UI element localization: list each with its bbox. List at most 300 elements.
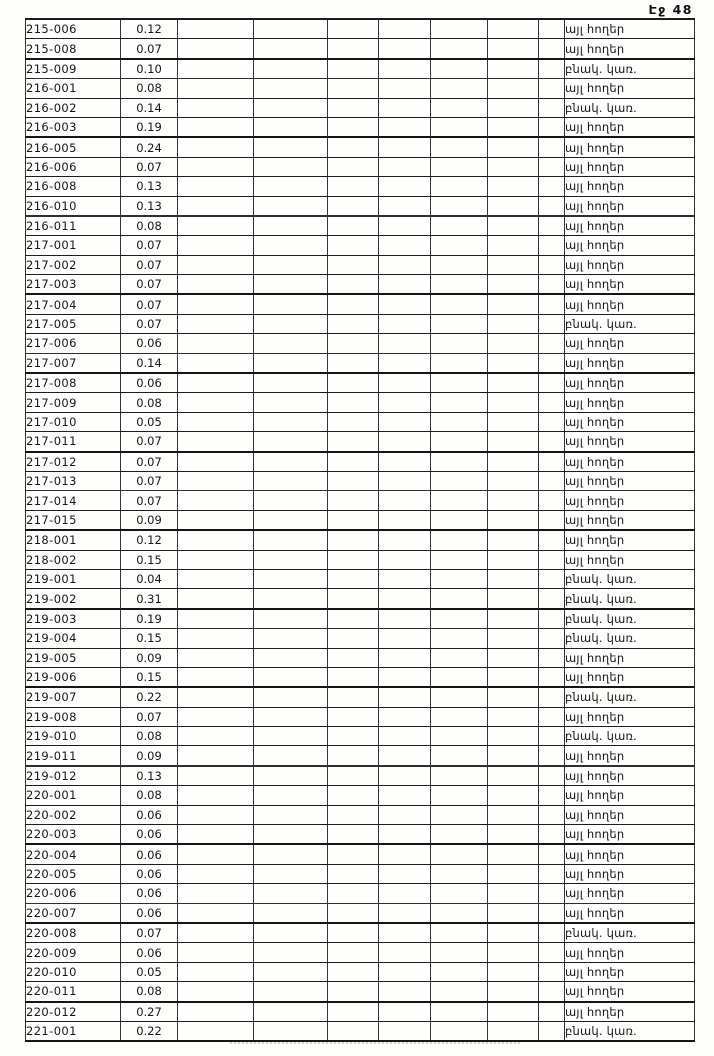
- land-type-cell: այլ հողեր: [565, 825, 695, 845]
- land-type-cell: այլ հողեր: [565, 334, 695, 353]
- parcel-code-cell: 217-010: [26, 412, 121, 431]
- land-type-cell: այլ հողեր: [565, 255, 695, 274]
- land-type-cell: այլ հողեր: [565, 216, 695, 236]
- empty-cell: [178, 943, 254, 962]
- empty-cell: [328, 353, 379, 373]
- empty-cell: [254, 1002, 328, 1022]
- empty-cell: [328, 943, 379, 962]
- land-type-cell: այլ հողեր: [565, 766, 695, 786]
- land-type-cell: այլ հողեր: [565, 903, 695, 923]
- empty-cell: [539, 589, 565, 609]
- empty-cell: [488, 609, 539, 629]
- empty-cell: [178, 432, 254, 452]
- empty-cell: [431, 727, 488, 746]
- empty-cell: [328, 707, 379, 726]
- empty-cell: [539, 59, 565, 79]
- empty-cell: [488, 471, 539, 490]
- area-value-cell: 0.07: [121, 294, 178, 314]
- land-type-cell: բնակ. կառ.: [565, 59, 695, 79]
- area-value-cell: 0.19: [121, 609, 178, 629]
- empty-cell: [254, 373, 328, 393]
- land-type-cell: այլ հողեր: [565, 373, 695, 393]
- land-type-cell: այլ հողեր: [565, 491, 695, 510]
- empty-cell: [254, 177, 328, 196]
- empty-cell: [328, 550, 379, 569]
- area-value-cell: 0.08: [121, 79, 178, 98]
- empty-cell: [328, 903, 379, 923]
- parcel-code-cell: 216-003: [26, 117, 121, 137]
- empty-cell: [254, 334, 328, 353]
- land-type-cell: այլ հողեր: [565, 79, 695, 98]
- empty-cell: [328, 216, 379, 236]
- land-type-cell: այլ հողեր: [565, 746, 695, 766]
- table-row: [26, 412, 695, 431]
- empty-cell: [328, 609, 379, 629]
- area-value-cell: 0.10: [121, 59, 178, 79]
- parcel-code-cell: 217-008: [26, 373, 121, 393]
- empty-cell: [431, 39, 488, 59]
- empty-cell: [539, 962, 565, 981]
- empty-cell: [178, 412, 254, 431]
- empty-cell: [379, 530, 431, 550]
- empty-cell: [379, 452, 431, 472]
- scan-artifact: [230, 1042, 520, 1044]
- empty-cell: [379, 1002, 431, 1022]
- area-value-cell: 0.19: [121, 117, 178, 137]
- empty-cell: [178, 216, 254, 236]
- parcel-code-cell: 218-001: [26, 530, 121, 550]
- empty-cell: [328, 589, 379, 609]
- empty-cell: [379, 432, 431, 452]
- empty-cell: [328, 530, 379, 550]
- parcel-code-cell: 217-003: [26, 275, 121, 295]
- empty-cell: [328, 294, 379, 314]
- empty-cell: [328, 452, 379, 472]
- empty-cell: [431, 648, 488, 667]
- empty-cell: [379, 471, 431, 490]
- empty-cell: [431, 962, 488, 981]
- empty-cell: [539, 19, 565, 39]
- empty-cell: [539, 79, 565, 98]
- empty-cell: [379, 550, 431, 569]
- land-type-cell: այլ հողեր: [565, 550, 695, 569]
- empty-cell: [431, 117, 488, 137]
- empty-cell: [431, 196, 488, 216]
- empty-cell: [539, 196, 565, 216]
- parcel-code-cell: 218-002: [26, 550, 121, 569]
- parcel-code-cell: 220-002: [26, 805, 121, 824]
- empty-cell: [328, 648, 379, 667]
- parcel-code-cell: 219-007: [26, 687, 121, 707]
- parcel-code-cell: 217-015: [26, 510, 121, 530]
- area-value-cell: 0.07: [121, 275, 178, 295]
- empty-cell: [539, 786, 565, 805]
- land-type-cell: այլ հողեր: [565, 786, 695, 805]
- empty-cell: [488, 589, 539, 609]
- land-type-cell: բնակ. կառ.: [565, 923, 695, 943]
- parcel-code-cell: 220-003: [26, 825, 121, 845]
- empty-cell: [254, 432, 328, 452]
- table-row: [26, 687, 695, 707]
- table-row: [26, 334, 695, 353]
- table-row: [26, 844, 695, 864]
- empty-cell: [178, 629, 254, 648]
- empty-cell: [431, 1021, 488, 1041]
- area-value-cell: 0.07: [121, 314, 178, 333]
- area-value-cell: 0.05: [121, 962, 178, 981]
- table-row: [26, 923, 695, 943]
- empty-cell: [488, 510, 539, 530]
- land-type-cell: այլ հողեր: [565, 884, 695, 903]
- area-value-cell: 0.07: [121, 923, 178, 943]
- land-type-cell: այլ հողեր: [565, 196, 695, 216]
- table-row: [26, 903, 695, 923]
- parcel-code-cell: 220-009: [26, 943, 121, 962]
- empty-cell: [539, 707, 565, 726]
- empty-cell: [431, 943, 488, 962]
- land-type-cell: բնակ. կառ.: [565, 687, 695, 707]
- empty-cell: [178, 471, 254, 490]
- area-value-cell: 0.27: [121, 1002, 178, 1022]
- parcel-code-cell: 220-006: [26, 884, 121, 903]
- table-row: [26, 982, 695, 1002]
- empty-cell: [431, 884, 488, 903]
- land-type-cell: այլ հողեր: [565, 962, 695, 981]
- parcel-code-cell: 220-007: [26, 903, 121, 923]
- empty-cell: [488, 530, 539, 550]
- empty-cell: [488, 59, 539, 79]
- parcel-code-cell: 215-009: [26, 59, 121, 79]
- page-number: Էջ 48: [648, 2, 693, 17]
- parcel-code-cell: 217-013: [26, 471, 121, 490]
- land-type-cell: այլ հողեր: [565, 294, 695, 314]
- empty-cell: [254, 746, 328, 766]
- empty-cell: [488, 373, 539, 393]
- empty-cell: [254, 471, 328, 490]
- empty-cell: [379, 59, 431, 79]
- parcel-code-cell: 216-005: [26, 137, 121, 157]
- empty-cell: [178, 334, 254, 353]
- empty-cell: [379, 569, 431, 588]
- empty-cell: [488, 452, 539, 472]
- empty-cell: [379, 98, 431, 117]
- empty-cell: [178, 844, 254, 864]
- empty-cell: [254, 982, 328, 1002]
- empty-cell: [539, 491, 565, 510]
- empty-cell: [328, 962, 379, 981]
- table-row: [26, 825, 695, 845]
- empty-cell: [431, 982, 488, 1002]
- empty-cell: [178, 530, 254, 550]
- empty-cell: [379, 609, 431, 629]
- table-row: [26, 196, 695, 216]
- empty-cell: [539, 275, 565, 295]
- table-row: [26, 39, 695, 59]
- empty-cell: [431, 629, 488, 648]
- empty-cell: [431, 275, 488, 295]
- empty-cell: [178, 39, 254, 59]
- table-row: [26, 117, 695, 137]
- area-value-cell: 0.22: [121, 687, 178, 707]
- table-row: [26, 137, 695, 157]
- empty-cell: [328, 569, 379, 588]
- empty-cell: [431, 1002, 488, 1022]
- table-row: [26, 727, 695, 746]
- empty-cell: [178, 177, 254, 196]
- empty-cell: [488, 825, 539, 845]
- empty-cell: [539, 766, 565, 786]
- empty-cell: [254, 157, 328, 176]
- empty-cell: [178, 19, 254, 39]
- table-row: [26, 510, 695, 530]
- empty-cell: [431, 510, 488, 530]
- empty-cell: [379, 805, 431, 824]
- empty-cell: [539, 864, 565, 883]
- empty-cell: [254, 569, 328, 588]
- empty-cell: [178, 236, 254, 255]
- empty-cell: [328, 137, 379, 157]
- table-row: [26, 471, 695, 490]
- table-row: [26, 530, 695, 550]
- empty-cell: [254, 648, 328, 667]
- empty-cell: [178, 569, 254, 588]
- land-type-cell: այլ հողեր: [565, 648, 695, 667]
- area-value-cell: 0.15: [121, 667, 178, 687]
- area-value-cell: 0.07: [121, 236, 178, 255]
- empty-cell: [431, 334, 488, 353]
- empty-cell: [379, 648, 431, 667]
- empty-cell: [379, 982, 431, 1002]
- parcel-code-cell: 219-006: [26, 667, 121, 687]
- table-row: [26, 648, 695, 667]
- parcel-code-cell: 221-001: [26, 1021, 121, 1041]
- empty-cell: [328, 412, 379, 431]
- empty-cell: [431, 353, 488, 373]
- empty-cell: [379, 19, 431, 39]
- land-type-cell: այլ հողեր: [565, 530, 695, 550]
- empty-cell: [488, 177, 539, 196]
- empty-cell: [178, 609, 254, 629]
- empty-cell: [488, 982, 539, 1002]
- empty-cell: [254, 844, 328, 864]
- area-value-cell: 0.07: [121, 471, 178, 490]
- empty-cell: [328, 157, 379, 176]
- land-type-cell: այլ հողեր: [565, 471, 695, 490]
- empty-cell: [328, 1002, 379, 1022]
- land-type-cell: այլ հողեր: [565, 412, 695, 431]
- land-type-cell: այլ հողեր: [565, 236, 695, 255]
- parcel-code-cell: 217-011: [26, 432, 121, 452]
- area-value-cell: 0.06: [121, 805, 178, 824]
- empty-cell: [539, 746, 565, 766]
- empty-cell: [488, 137, 539, 157]
- empty-cell: [488, 844, 539, 864]
- empty-cell: [431, 373, 488, 393]
- empty-cell: [539, 609, 565, 629]
- empty-cell: [488, 707, 539, 726]
- empty-cell: [379, 275, 431, 295]
- table-row: [26, 786, 695, 805]
- empty-cell: [328, 805, 379, 824]
- empty-cell: [431, 923, 488, 943]
- empty-cell: [488, 157, 539, 176]
- area-value-cell: 0.13: [121, 766, 178, 786]
- empty-cell: [328, 196, 379, 216]
- empty-cell: [178, 452, 254, 472]
- empty-cell: [431, 667, 488, 687]
- table-row: [26, 1021, 695, 1041]
- empty-cell: [178, 294, 254, 314]
- parcel-code-cell: 217-014: [26, 491, 121, 510]
- empty-cell: [488, 334, 539, 353]
- empty-cell: [178, 98, 254, 117]
- table-row: [26, 943, 695, 962]
- empty-cell: [379, 393, 431, 412]
- empty-cell: [328, 746, 379, 766]
- empty-cell: [379, 314, 431, 333]
- land-type-cell: այլ հողեր: [565, 452, 695, 472]
- empty-cell: [539, 687, 565, 707]
- parcel-code-cell: 217-009: [26, 393, 121, 412]
- empty-cell: [431, 786, 488, 805]
- area-value-cell: 0.13: [121, 177, 178, 196]
- land-type-cell: այլ հողեր: [565, 117, 695, 137]
- empty-cell: [328, 39, 379, 59]
- area-value-cell: 0.06: [121, 825, 178, 845]
- empty-cell: [431, 137, 488, 157]
- parcel-code-cell: 215-006: [26, 19, 121, 39]
- empty-cell: [431, 746, 488, 766]
- table-row: [26, 766, 695, 786]
- area-value-cell: 0.14: [121, 353, 178, 373]
- empty-cell: [488, 255, 539, 274]
- area-value-cell: 0.15: [121, 629, 178, 648]
- empty-cell: [328, 844, 379, 864]
- empty-cell: [328, 727, 379, 746]
- empty-cell: [328, 117, 379, 137]
- area-value-cell: 0.06: [121, 334, 178, 353]
- table-row: [26, 19, 695, 39]
- table-row: [26, 216, 695, 236]
- empty-cell: [431, 903, 488, 923]
- empty-cell: [254, 943, 328, 962]
- empty-cell: [328, 884, 379, 903]
- land-type-cell: բնակ. կառ.: [565, 1021, 695, 1041]
- land-type-cell: բնակ. կառ.: [565, 569, 695, 588]
- land-type-cell: բնակ. կառ.: [565, 727, 695, 746]
- empty-cell: [431, 550, 488, 569]
- empty-cell: [254, 275, 328, 295]
- empty-cell: [488, 491, 539, 510]
- parcel-code-cell: 216-001: [26, 79, 121, 98]
- empty-cell: [178, 825, 254, 845]
- area-value-cell: 0.12: [121, 530, 178, 550]
- empty-cell: [328, 255, 379, 274]
- land-type-cell: բնակ. կառ.: [565, 629, 695, 648]
- empty-cell: [328, 864, 379, 883]
- empty-cell: [254, 609, 328, 629]
- parcel-code-cell: 220-005: [26, 864, 121, 883]
- empty-cell: [379, 786, 431, 805]
- empty-cell: [328, 491, 379, 510]
- empty-cell: [488, 275, 539, 295]
- empty-cell: [431, 19, 488, 39]
- area-value-cell: 0.08: [121, 216, 178, 236]
- empty-cell: [178, 864, 254, 883]
- empty-cell: [254, 137, 328, 157]
- land-type-cell: այլ հողեր: [565, 510, 695, 530]
- area-value-cell: 0.07: [121, 491, 178, 510]
- empty-cell: [488, 432, 539, 452]
- table-row: [26, 393, 695, 412]
- empty-cell: [178, 117, 254, 137]
- area-value-cell: 0.07: [121, 707, 178, 726]
- empty-cell: [539, 884, 565, 903]
- empty-cell: [328, 510, 379, 530]
- empty-cell: [539, 236, 565, 255]
- table-row: [26, 589, 695, 609]
- empty-cell: [254, 510, 328, 530]
- empty-cell: [488, 294, 539, 314]
- empty-cell: [328, 471, 379, 490]
- parcel-table: [25, 18, 695, 1042]
- empty-cell: [328, 59, 379, 79]
- empty-cell: [431, 569, 488, 588]
- empty-cell: [379, 412, 431, 431]
- empty-cell: [254, 864, 328, 883]
- empty-cell: [254, 255, 328, 274]
- empty-cell: [254, 766, 328, 786]
- table-row: [26, 667, 695, 687]
- empty-cell: [431, 825, 488, 845]
- empty-cell: [328, 825, 379, 845]
- area-value-cell: 0.09: [121, 648, 178, 667]
- parcel-code-cell: 216-008: [26, 177, 121, 196]
- empty-cell: [379, 491, 431, 510]
- empty-cell: [254, 707, 328, 726]
- empty-cell: [488, 923, 539, 943]
- empty-cell: [328, 687, 379, 707]
- area-value-cell: 0.06: [121, 884, 178, 903]
- table-row: [26, 255, 695, 274]
- empty-cell: [488, 805, 539, 824]
- empty-cell: [178, 196, 254, 216]
- empty-cell: [539, 510, 565, 530]
- area-value-cell: 0.08: [121, 393, 178, 412]
- area-value-cell: 0.07: [121, 432, 178, 452]
- empty-cell: [488, 903, 539, 923]
- empty-cell: [379, 177, 431, 196]
- empty-cell: [539, 648, 565, 667]
- empty-cell: [254, 216, 328, 236]
- parcel-code-cell: 217-006: [26, 334, 121, 353]
- empty-cell: [379, 294, 431, 314]
- empty-cell: [488, 687, 539, 707]
- area-value-cell: 0.06: [121, 943, 178, 962]
- table-row: [26, 569, 695, 588]
- empty-cell: [328, 393, 379, 412]
- table-row: [26, 491, 695, 510]
- empty-cell: [431, 59, 488, 79]
- land-type-cell: այլ հողեր: [565, 177, 695, 196]
- area-value-cell: 0.08: [121, 786, 178, 805]
- empty-cell: [488, 648, 539, 667]
- empty-cell: [178, 982, 254, 1002]
- area-value-cell: 0.24: [121, 137, 178, 157]
- empty-cell: [431, 452, 488, 472]
- area-value-cell: 0.08: [121, 727, 178, 746]
- empty-cell: [379, 864, 431, 883]
